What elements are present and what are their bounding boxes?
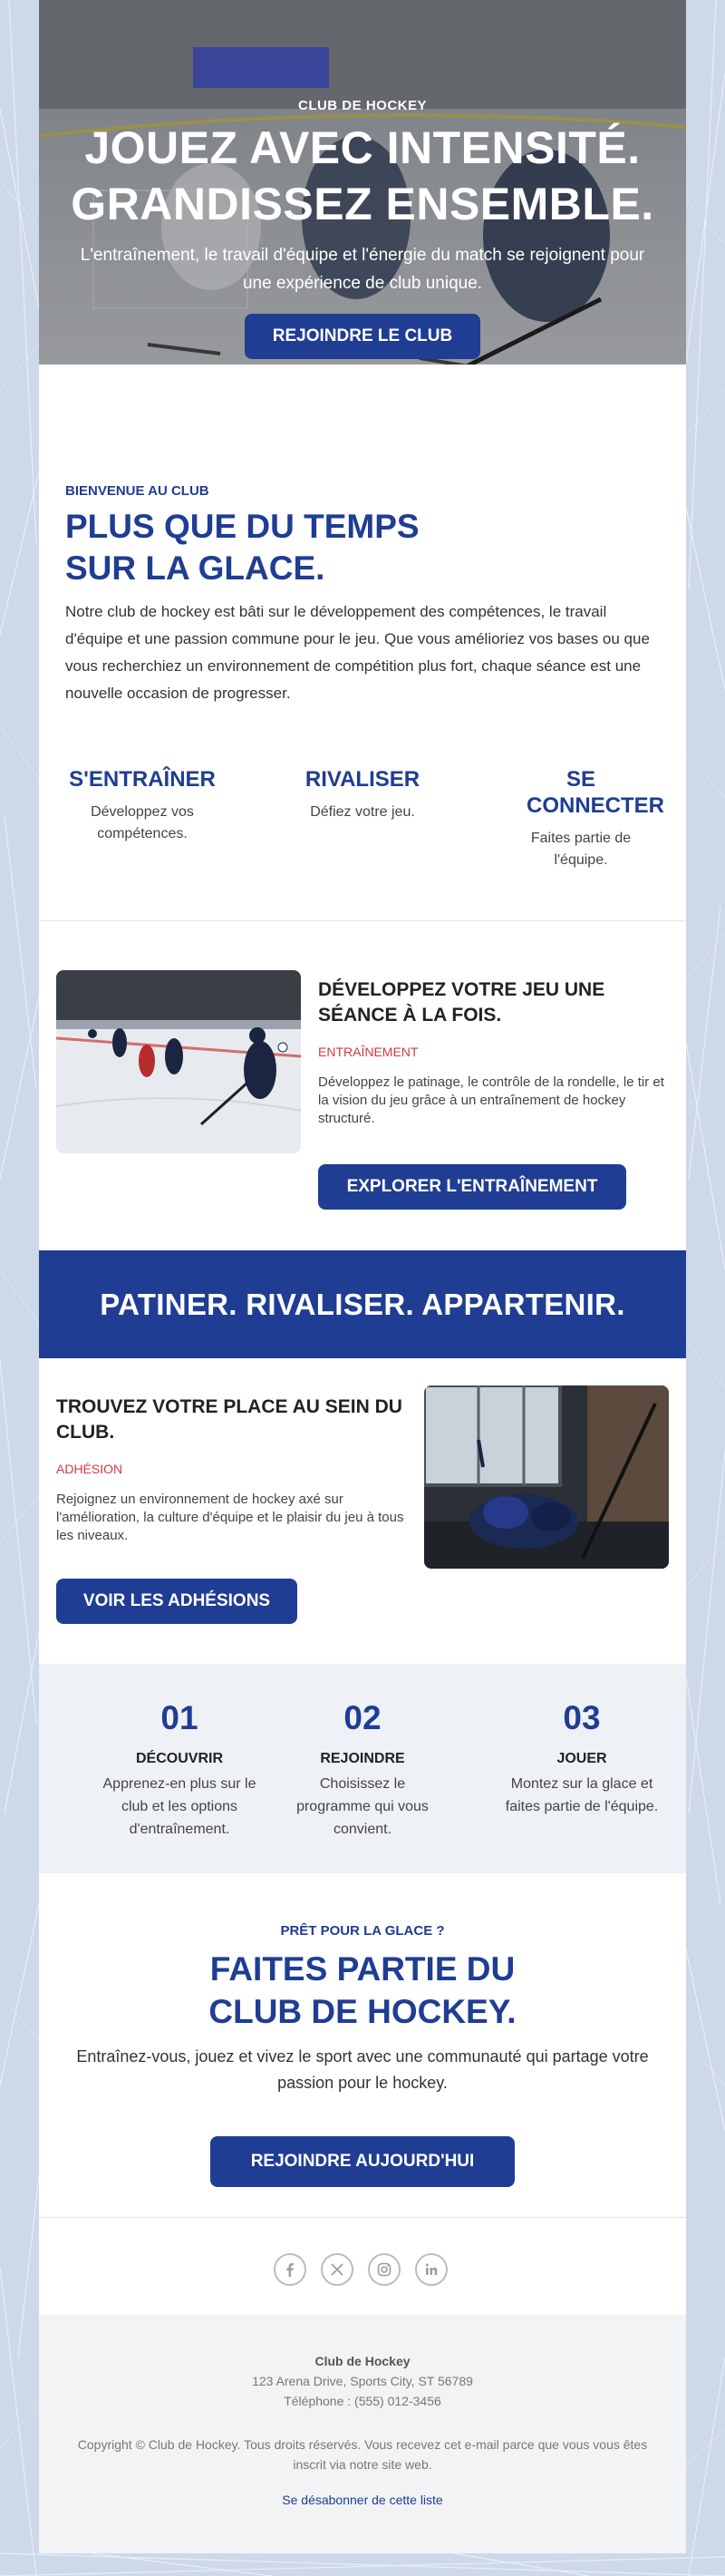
step-play	[487, 1698, 677, 1818]
step-number: 02	[343, 1699, 382, 1736]
pillar-text: Développez vos compétences.	[91, 804, 194, 841]
pillar-text: Défiez votre jeu.	[310, 804, 415, 820]
membership-title: TROUVEZ VOTRE PLACE AU SEIN DU CLUB.	[56, 1396, 402, 1443]
hero-section	[39, 0, 686, 365]
cta-section	[39, 1923, 686, 2171]
pillar-title: RIVALISER	[304, 767, 420, 792]
training-tag: ENTRAÎNEMENT	[318, 1045, 419, 1059]
email-container	[39, 0, 686, 2553]
join-today-button[interactable]: REJOINDRE AUJOURD'HUI	[210, 2136, 515, 2187]
membership-tag: ADHÉSION	[56, 1462, 123, 1476]
footer-address: 123 Arena Drive, Sports City, ST 56789	[252, 2374, 473, 2388]
step-text: Apprenez-en plus sur le club et les options d'entraînement.	[102, 1776, 256, 1837]
join-club-button[interactable]: REJOINDRE LE CLUB	[245, 314, 480, 359]
instagram-icon[interactable]	[368, 2253, 401, 2286]
training-text	[318, 977, 672, 1128]
banner-text: PATINER. RIVALISER. APPARTENIR.	[100, 1288, 625, 1321]
view-memberships-button[interactable]: VOIR LES ADHÉSIONS	[56, 1579, 297, 1624]
welcome-eyebrow: BIENVENUE AU CLUB	[65, 483, 209, 499]
step-name: DÉCOUVRIR	[135, 1751, 223, 1766]
steps-section	[39, 1664, 686, 1873]
x-icon[interactable]	[321, 2253, 353, 2286]
training-feature	[39, 970, 686, 1224]
cta-body: Entraînez-vous, jouez et vivez le sport avec une communauté qui partage votre passion pour le hockey.	[76, 2047, 649, 2092]
membership-photo-art	[424, 1385, 669, 1569]
pillar-title: SE CONNECTER	[527, 767, 665, 818]
pillar-title: S'ENTRAÎNER	[69, 767, 216, 792]
hero-eyebrow: CLUB DE HOCKEY	[297, 98, 427, 113]
cta-title	[39, 1948, 686, 2033]
cta-eyebrow: PRÊT POUR LA GLACE ?	[280, 1923, 445, 1939]
membership-feature	[39, 1385, 686, 1639]
cta-title-line2: CLUB DE HOCKEY.	[208, 1993, 517, 2030]
unsubscribe-link[interactable]: Se désabonner de cette liste	[282, 2493, 443, 2507]
linkedin-icon[interactable]	[415, 2253, 448, 2286]
pillar-connect	[490, 766, 672, 871]
step-name: JOUER	[556, 1751, 607, 1766]
step-discover	[84, 1698, 275, 1841]
footer-copyright: Copyright © Club de Hockey. Tous droits réservés. Vous recevez cet e-mail parce que vous vous êtes inscrit via notre site web.	[77, 2437, 648, 2472]
training-title: DÉVELOPPEZ VOTRE JEU UNE SÉANCE À LA FOIS.	[318, 979, 605, 1026]
hero-content	[39, 0, 686, 365]
membership-desc: Rejoignez un environnement de hockey axé sur l'amélioration, la culture d'équipe et le plaisir du jeu à tous les niveaux.	[56, 1492, 404, 1543]
training-photo	[56, 970, 301, 1153]
pillars-row	[39, 766, 686, 884]
membership-photo	[424, 1385, 669, 1569]
welcome-title-line1: PLUS QUE DU TEMPS	[65, 508, 420, 545]
footer-org: Club de Hockey	[314, 2354, 411, 2368]
step-text: Montez sur la glace et faites partie de l'équipe.	[505, 1776, 659, 1814]
facebook-icon[interactable]	[274, 2253, 306, 2286]
footer-phone: Téléphone : (555) 012-3456	[284, 2394, 441, 2408]
step-number: 01	[160, 1699, 198, 1736]
hero-title-line1: JOUEZ AVEC INTENSITÉ.	[84, 122, 641, 173]
hero-title	[39, 120, 686, 232]
slogan-banner	[39, 1250, 686, 1358]
pillar-text: Faites partie de l'équipe.	[530, 831, 632, 868]
welcome-body: Notre club de hockey est bâti sur le développement des compétences, le travail d'équipe et une passion commune pour le jeu. Que vous amélioriez vos bases ou que vous recherchiez un environnement de compétition plus fort, chaque séance est une nouvelle occasion de progresser.	[65, 603, 650, 702]
training-photo-art	[56, 970, 301, 1153]
step-join	[267, 1698, 458, 1841]
section-divider	[39, 2217, 686, 2218]
training-desc: Développez le patinage, le contrôle de la rondelle, le tir et la vision du jeu grâce à un entraînement de hockey structuré.	[318, 1074, 664, 1126]
social-links	[39, 2244, 686, 2295]
section-divider	[39, 920, 686, 921]
pillar-train	[52, 766, 233, 845]
step-text: Choisissez le programme qui vous convient.	[296, 1776, 429, 1837]
hero-subtitle: L'entraînement, le travail d'équipe et l'énergie du match se rejoignent pour une expérience de club unique.	[80, 246, 645, 293]
step-number: 03	[563, 1699, 601, 1736]
cta-title-line1: FAITES PARTIE DU	[209, 1950, 516, 1988]
explore-training-button[interactable]: EXPLORER L'ENTRAÎNEMENT	[318, 1164, 626, 1210]
membership-text	[56, 1395, 410, 1545]
welcome-title	[65, 506, 663, 589]
pillar-compete	[272, 766, 453, 823]
welcome-title-line2: SUR LA GLACE.	[65, 549, 325, 587]
welcome-section	[65, 483, 663, 707]
hero-title-line2: GRANDISSEZ ENSEMBLE.	[71, 179, 654, 229]
step-name: REJOINDRE	[320, 1751, 405, 1766]
footer	[39, 2315, 686, 2553]
